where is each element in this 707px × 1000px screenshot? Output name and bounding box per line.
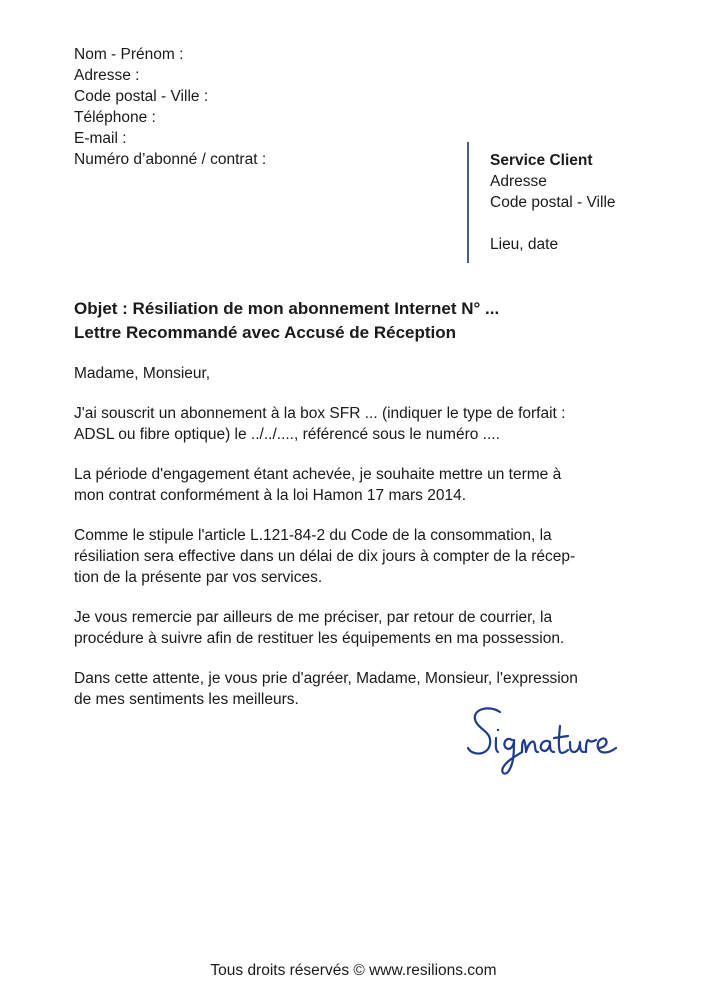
- letter-body: [74, 363, 644, 729]
- handwritten-signature: [462, 700, 637, 780]
- recipient-address: Adresse: [490, 173, 547, 190]
- paragraph-subscription: [74, 403, 644, 445]
- footer-copyright: Tous droits réservés © www.resilions.com: [210, 962, 497, 979]
- sender-address-line: Adresse :: [74, 67, 140, 84]
- paragraph-line: tion de la présente par vos services.: [74, 569, 323, 586]
- salutation: [74, 363, 644, 384]
- recipient-divider: [467, 142, 469, 263]
- paragraph-line: J'ai souscrit un abonnement à la box SFR ... (indiquer le type de forfait :: [74, 405, 566, 422]
- paragraph-line: résiliation sera effective dans un délai de dix jours à compter de la récep-: [74, 548, 576, 565]
- place-date: Lieu, date: [490, 236, 559, 253]
- paragraph-legal-article: [74, 525, 644, 588]
- sender-contract-number-line: Numéro d’abonné / contrat :: [74, 151, 267, 168]
- paragraph-line: La période d'engagement étant achevée, je souhaite mettre un terme à: [74, 466, 562, 483]
- recipient-service: Service Client: [490, 152, 593, 169]
- object-line-1: Objet : Résiliation de mon abonnement Internet N° ...: [74, 299, 500, 318]
- object-line-2: Lettre Recommandé avec Accusé de Réception: [74, 323, 457, 342]
- salutation-text: Madame, Monsieur,: [74, 365, 211, 382]
- sender-name-line: Nom - Prénom :: [74, 46, 184, 63]
- letter-object: [74, 297, 499, 345]
- paragraph-line: de mes sentiments les meilleurs.: [74, 691, 299, 708]
- paragraph-line: Je vous remercie par ailleurs de me préciser, par retour de courrier, la: [74, 609, 553, 626]
- paragraph-line: Dans cette attente, je vous prie d'agréer, Madame, Monsieur, l'expression: [74, 670, 578, 687]
- recipient-block: [490, 150, 616, 255]
- paragraph-line: ADSL ou fibre optique) le ../../...., référencé sous le numéro ....: [74, 426, 500, 443]
- paragraph-line: procédure à suivre afin de restituer les équipements en ma possession.: [74, 630, 565, 647]
- recipient-postal-city: Code postal - Ville: [490, 194, 616, 211]
- paragraph-engagement: [74, 464, 644, 506]
- paragraph-line: Comme le stipule l'article L.121-84-2 du Code de la consommation, la: [74, 527, 552, 544]
- sender-phone-line: Téléphone :: [74, 109, 156, 126]
- sender-postal-city-line: Code postal - Ville :: [74, 88, 209, 105]
- sender-email-line: E-mail :: [74, 130, 127, 147]
- paragraph-equipment: [74, 607, 644, 649]
- sender-block: [74, 44, 266, 170]
- paragraph-line: mon contrat conformément à la loi Hamon 17 mars 2014.: [74, 487, 466, 504]
